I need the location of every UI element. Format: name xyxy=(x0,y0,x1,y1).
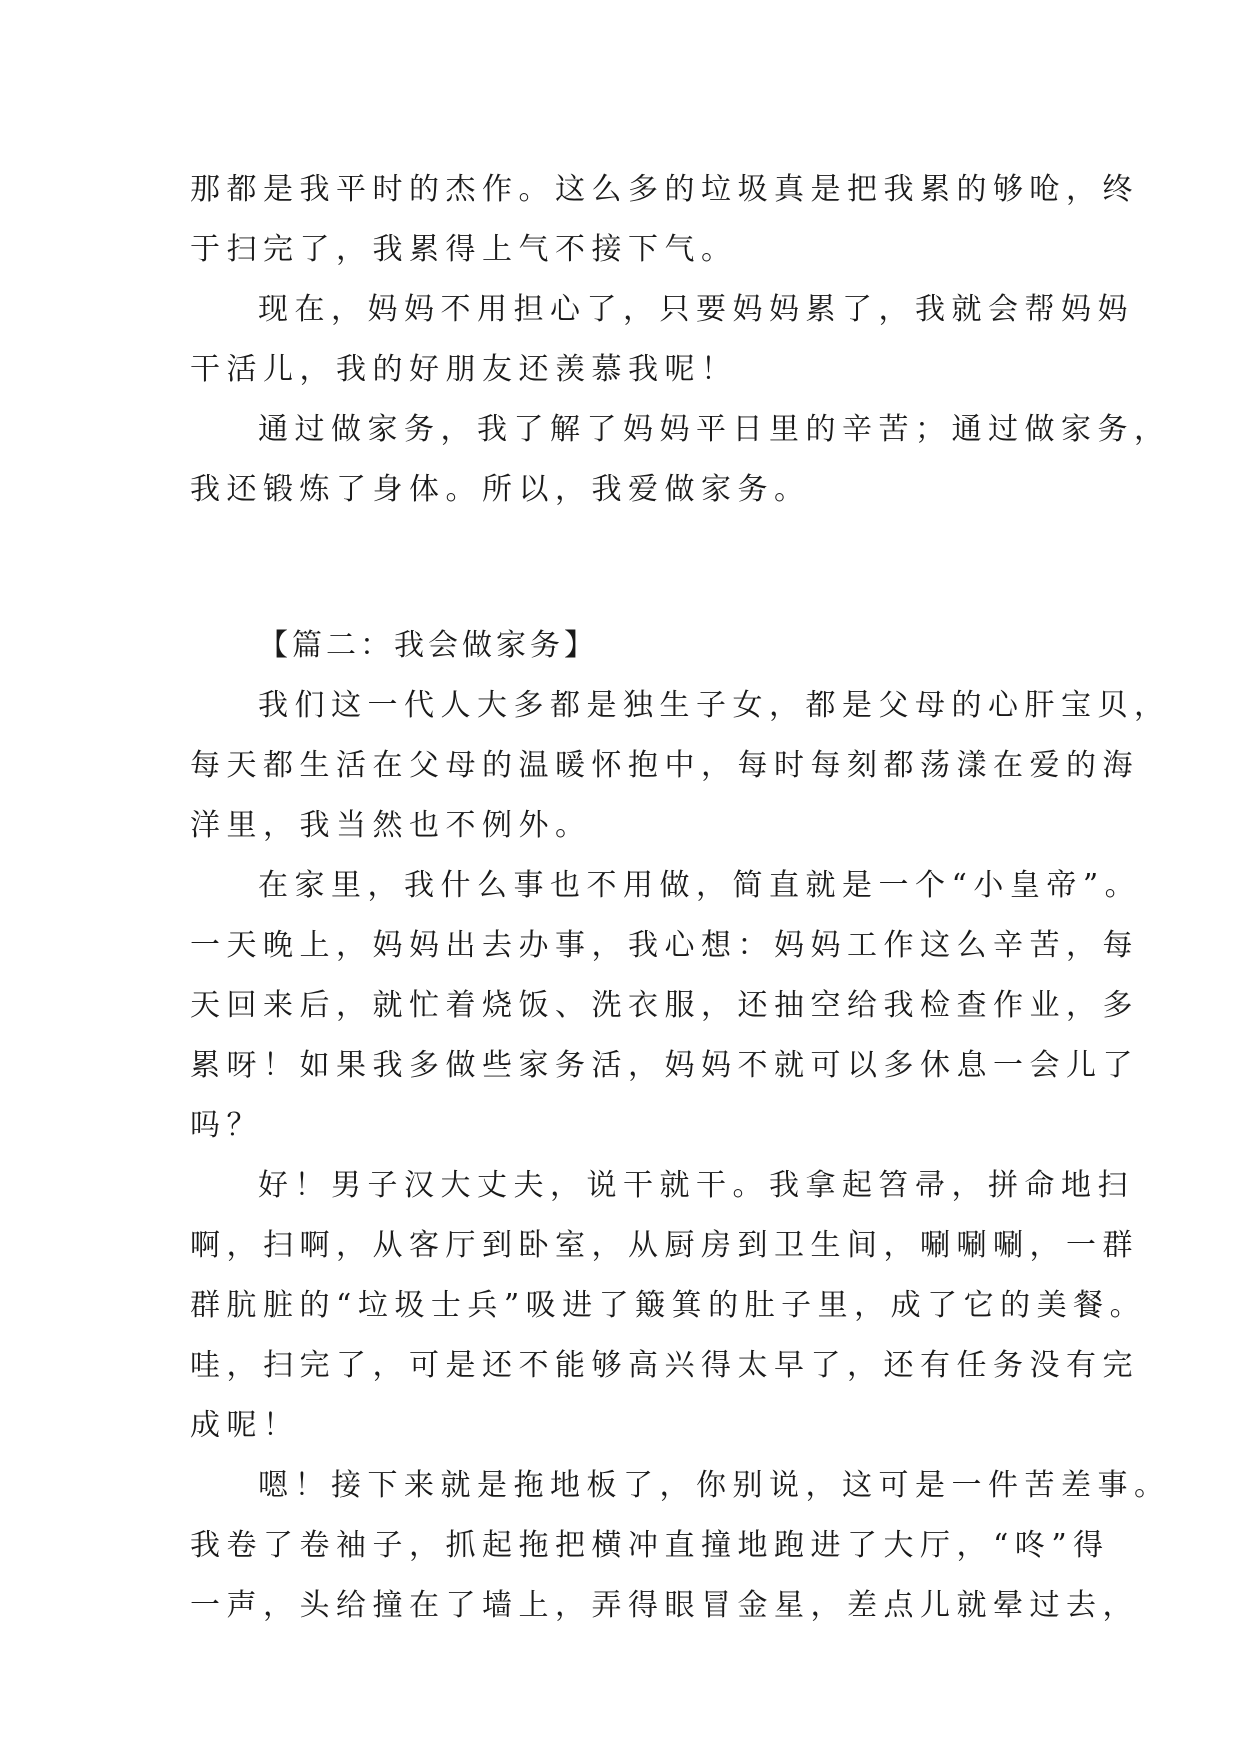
paragraph-line: 嗯！接下来就是拖地板了，你别说，这可是一件苦差事。 xyxy=(258,1468,1171,1503)
paragraph-line: 现在，妈妈不用担心了，只要妈妈累了，我就会帮妈妈 xyxy=(258,292,1134,327)
paragraph-line: 累呀！如果我多做些家务活，妈妈不就可以多休息一会儿了 xyxy=(190,1048,1139,1083)
paragraph-line: 成呢！ xyxy=(190,1408,300,1443)
paragraph-line: 哇，扫完了，可是还不能够高兴得太早了，还有任务没有完 xyxy=(190,1348,1139,1383)
paragraph-line: 我们这一代人大多都是独生子女，都是父母的心肝宝贝， xyxy=(258,688,1171,723)
paragraph-line: 好！男子汉大丈夫，说干就干。我拿起笤帚，拼命地扫 xyxy=(258,1168,1134,1203)
paragraph-line: 干活儿，我的好朋友还羡慕我呢！ xyxy=(190,352,738,387)
paragraph-line: 在家里，我什么事也不用做，简直就是一个“小皇帝”。 xyxy=(258,868,1142,903)
paragraph-line: 吗？ xyxy=(190,1108,263,1143)
document-page xyxy=(190,160,1171,1636)
paragraph-line: 那都是我平时的杰作。这么多的垃圾真是把我累的够呛，终 xyxy=(190,172,1139,207)
section-heading: 【篇二：我会做家务】 xyxy=(258,628,598,663)
paragraph-line: 我卷了卷袖子，抓起拖把横冲直撞地跑进了大厅，“咚”得 xyxy=(190,1528,1110,1563)
section-gap xyxy=(190,520,1060,616)
paragraph-line: 啊，扫啊，从客厅到卧室，从厨房到卫生间，唰唰唰，一群 xyxy=(190,1228,1139,1263)
paragraph-line: 洋里，我当然也不例外。 xyxy=(190,808,592,843)
paragraph-line: 每天都生活在父母的温暖怀抱中，每时每刻都荡漾在爱的海 xyxy=(190,748,1139,783)
paragraph-line: 一声，头给撞在了墙上，弄得眼冒金星，差点儿就晕过去， xyxy=(190,1588,1139,1623)
paragraph-line: 通过做家务，我了解了妈妈平日里的辛苦；通过做家务， xyxy=(258,412,1171,447)
paragraph-line: 一天晚上，妈妈出去办事，我心想：妈妈工作这么辛苦，每 xyxy=(190,928,1139,963)
paragraph-line: 我还锻炼了身体。所以，我爱做家务。 xyxy=(190,472,811,507)
paragraph-line: 群肮脏的“垃圾士兵”吸进了簸箕的肚子里，成了它的美餐。 xyxy=(190,1288,1147,1323)
paragraph-line: 天回来后，就忙着烧饭、洗衣服，还抽空给我检查作业，多 xyxy=(190,988,1139,1023)
paragraph-line: 于扫完了，我累得上气不接下气。 xyxy=(190,232,738,267)
